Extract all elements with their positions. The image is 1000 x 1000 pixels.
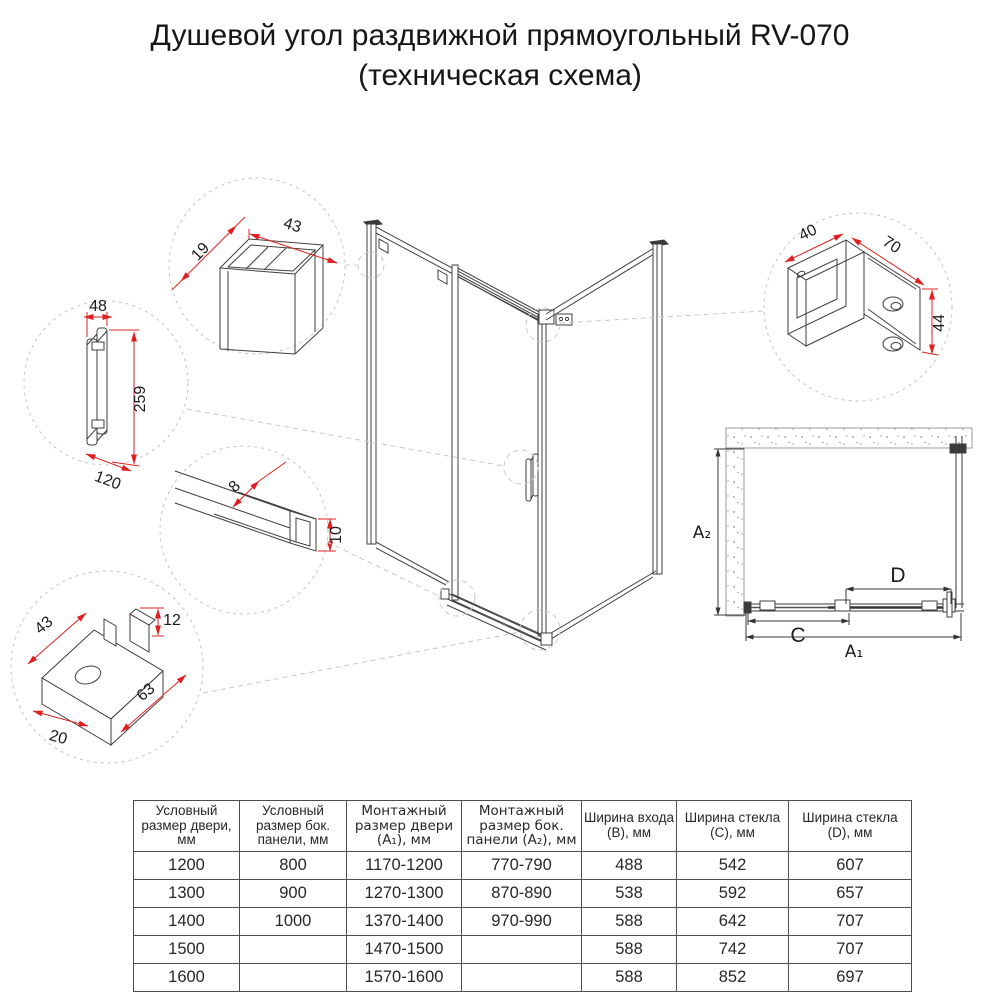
dim-wallbracket-height: 44 [931,314,948,332]
detail-handle [24,298,188,494]
cell: 900 [240,880,347,908]
table-row [134,936,912,964]
cell: 607 [789,852,912,880]
cell: 1000 [240,908,347,936]
cell: 707 [789,908,912,936]
cell: 1570-1600 [347,964,462,992]
col-header-door-nominal: Условный размер двери, мм [134,801,240,852]
cell [462,964,582,992]
col-header-door-mounting: Монтажный размер двери (A₁), мм [347,801,462,852]
cell: 642 [677,908,789,936]
dim-bracket-width: 20 [47,727,69,749]
cell: 1300 [134,880,240,908]
col-header-panel-mounting: Монтажный размер бок. панели (A₂), мм [462,801,582,852]
dim-handle-length: 120 [92,468,124,494]
cell: 707 [789,936,912,964]
cell: 852 [677,964,789,992]
cell: 800 [240,852,347,880]
cell: 1500 [134,936,240,964]
cell: 1600 [134,964,240,992]
table-row [134,964,912,992]
cell: 538 [582,880,677,908]
cell: 542 [677,852,789,880]
dim-wallbracket-width: 40 [796,221,820,245]
cell [462,936,582,964]
cell: 1200 [134,852,240,880]
main-3d-view [187,220,764,693]
cell: 1170-1200 [347,852,462,880]
detail-roller-bracket [11,571,203,763]
dim-bracket-length: 63 [133,680,159,705]
cell: 1270-1300 [347,880,462,908]
dim-handle-width: 48 [89,298,107,315]
cell: 588 [582,936,677,964]
cell: 588 [582,964,677,992]
cell: 488 [582,852,677,880]
dim-wall-profile-width: 43 [281,214,304,237]
cell: 970-990 [462,908,582,936]
table-row [134,880,912,908]
plan-label-c: C [790,624,806,647]
plan-label-a2: A₂ [692,523,712,543]
dim-handle-height: 259 [132,385,149,413]
plan-label-a1: A₁ [844,642,864,662]
cell: 657 [789,880,912,908]
page-subtitle: (техническая схема) [358,59,642,92]
cell: 870-890 [462,880,582,908]
col-header-glass-d: Ширина стекла (D), мм [789,801,912,852]
detail-wall-bracket [764,213,952,401]
title-block [0,16,1000,96]
plan-view [693,428,972,662]
dim-bracket-tab-height: 12 [163,612,181,629]
cell: 770-790 [462,852,582,880]
dim-rail-height: 10 [328,526,345,544]
dim-rail-depth: 8 [225,477,244,496]
dim-wallbracket-length: 70 [879,233,904,258]
plan-label-d: D [890,564,906,587]
cell [240,936,347,964]
col-header-panel-nominal: Условный размер бок. панели, мм [240,801,347,852]
table-row [134,908,912,936]
dim-bracket-depth: 43 [31,613,57,638]
cell: 1370-1400 [347,908,462,936]
cell [240,964,347,992]
cell: 697 [789,964,912,992]
cell: 1470-1500 [347,936,462,964]
detail-wall-profile [169,178,345,354]
cell: 742 [677,936,789,964]
col-header-glass-c: Ширина стекла (C), мм [677,801,789,852]
cell: 1400 [134,908,240,936]
cell: 592 [677,880,789,908]
spec-table [133,800,912,992]
dim-wall-profile-depth: 19 [188,239,213,265]
table-header-row [134,801,912,852]
detail-bottom-rail [160,446,345,614]
table-row [134,852,912,880]
technical-diagram [0,118,1000,778]
page-title: Душевой угол раздвижной прямоугольный RV-070 [150,19,850,52]
cell: 588 [582,908,677,936]
col-header-entry-width: Ширина входа (B), мм [582,801,677,852]
